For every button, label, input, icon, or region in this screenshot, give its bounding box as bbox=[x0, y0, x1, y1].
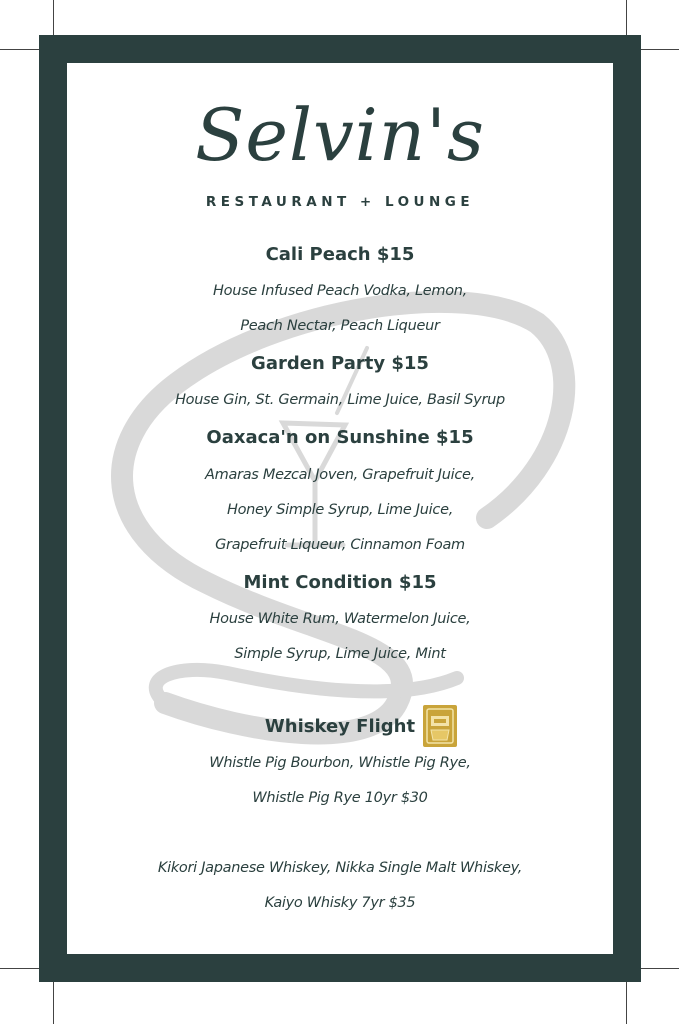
crop-mark bbox=[53, 982, 54, 1024]
crop-mark bbox=[0, 49, 39, 50]
whiskey-flight-description: Whistle Pig Rye 10yr $30 bbox=[252, 790, 428, 806]
selvins-logo: Selvin's bbox=[195, 93, 485, 177]
cocktail-description: House Gin, St. Germain, Lime Juice, Basil Syrup bbox=[175, 392, 505, 408]
cocktail-description: House Infused Peach Vodka, Lemon, bbox=[213, 283, 467, 299]
whiskey-flight-title: Whiskey Flight bbox=[264, 716, 416, 737]
restaurant-tagline: RESTAURANT + LOUNGE bbox=[205, 194, 475, 210]
cocktail-description: House White Rum, Watermelon Juice, bbox=[209, 611, 471, 627]
cocktail-description: Amaras Mezcal Joven, Grapefruit Juice, bbox=[205, 467, 475, 483]
crop-mark bbox=[626, 0, 627, 35]
cocktail-description: Simple Syrup, Lime Juice, Mint bbox=[234, 646, 446, 662]
crop-mark bbox=[0, 968, 39, 969]
cocktail-name: Garden Party $15 bbox=[251, 353, 429, 374]
cocktail-name: Mint Condition $15 bbox=[243, 572, 437, 593]
menu-card bbox=[67, 63, 613, 954]
whiskey-flight-description: Whistle Pig Bourbon, Whistle Pig Rye, bbox=[209, 755, 471, 771]
cocktail-description: Peach Nectar, Peach Liqueur bbox=[240, 318, 440, 334]
cocktail-name: Oaxaca'n on Sunshine $15 bbox=[206, 427, 474, 448]
whiskey-flight-description: Kaiyo Whisky 7yr $35 bbox=[264, 895, 416, 911]
crop-mark bbox=[641, 49, 679, 50]
cocktail-description: Honey Simple Syrup, Lime Juice, bbox=[226, 502, 453, 518]
crop-mark bbox=[53, 0, 54, 35]
crop-mark bbox=[641, 968, 679, 969]
crop-mark bbox=[626, 982, 627, 1024]
menu-content bbox=[67, 63, 613, 954]
whiskey-flight-description: Kikori Japanese Whiskey, Nikka Single Malt Whiskey, bbox=[157, 860, 523, 876]
cocktail-name: Cali Peach $15 bbox=[265, 244, 415, 265]
whiskey-glass-icon bbox=[422, 704, 458, 748]
cocktail-description: Grapefruit Liqueur, Cinnamon Foam bbox=[215, 537, 465, 553]
